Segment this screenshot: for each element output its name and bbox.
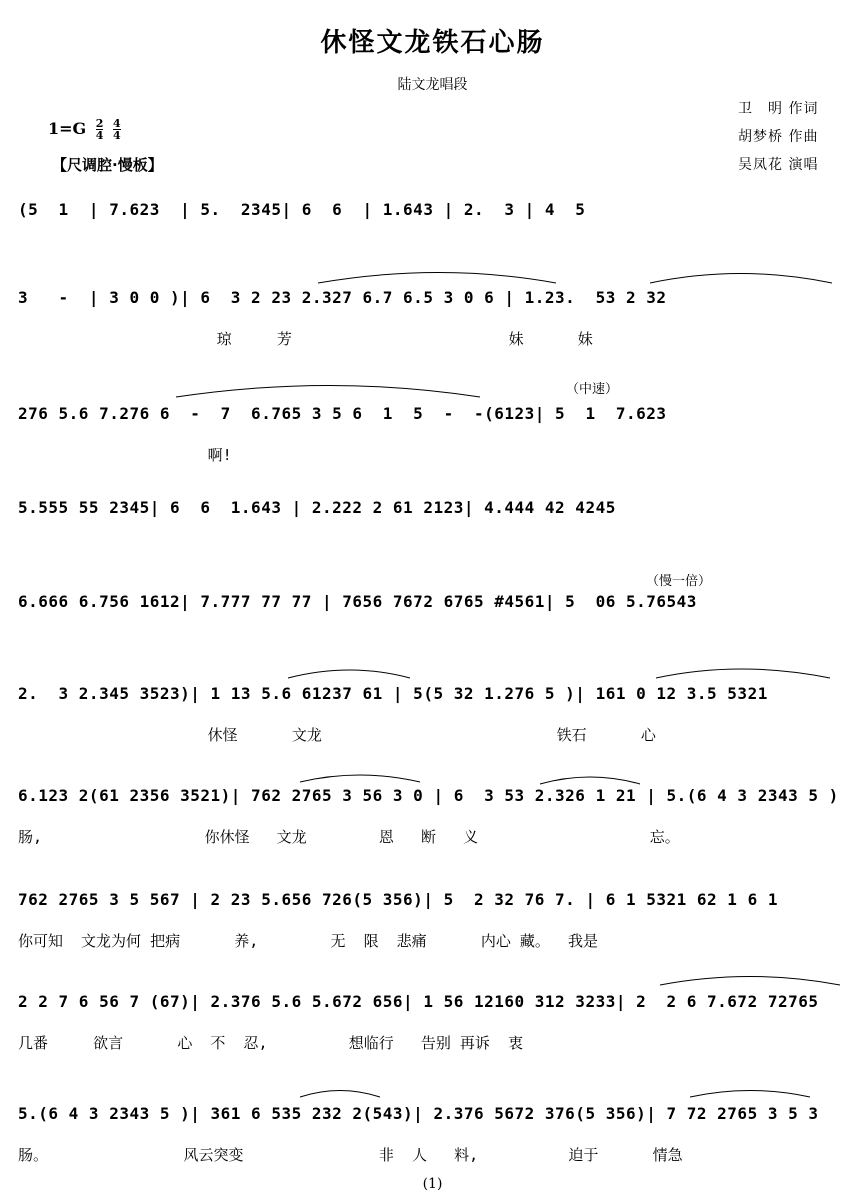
slur-arc — [540, 777, 640, 784]
slur-arc — [656, 669, 830, 678]
key-label: 1=G — [48, 119, 87, 138]
slur-arc — [318, 273, 556, 284]
notation-line: 2. 3 2.345 3523)| 1 13 5.6 61237 61 | 5(5 32 1.276 5 )| 161 0 12 3.5 5321 — [18, 684, 768, 703]
lyrics-line: 琼 芳 妹 妹 — [18, 330, 593, 348]
lyrics-line: 你可知 文龙为何 把病 养, 无 限 悲痛 内心 藏。 我是 — [18, 932, 598, 950]
tempo-change-zhongsu: （中速） — [566, 382, 619, 397]
lyrics-line: 休怪 文龙 铁石 心 — [18, 726, 656, 744]
credit-composer: 胡梦桥 作曲 — [738, 129, 819, 145]
page-number: (1) — [422, 1176, 443, 1192]
slur-arc — [300, 775, 420, 782]
notation-line: 2 2 7 6 56 7 (67)| 2.376 5.6 5.672 656| 1 56 12160 312 3233| 2 2 6 7.672 72765 — [18, 992, 819, 1011]
meter-a: $\frac{2}{4}$ — [95, 117, 104, 142]
credit-lyricist: 卫 明 作词 — [738, 101, 819, 117]
slur-arc — [660, 977, 840, 986]
lyrics-line: 肠。 风云突变 非 人 料, 迫于 情急 — [18, 1146, 683, 1164]
slur-arc — [300, 1091, 380, 1098]
page-subtitle: 陆文龙唱段 — [397, 77, 468, 93]
meter-b: $\frac{4}{4}$ — [113, 117, 121, 142]
notation-line: 5.(6 4 3 2343 5 )| 361 6 535 232 2(543)| 2.376 5672 376(5 356)| 7 72 2765 3 5 3 — [18, 1104, 819, 1123]
credit-singer: 吴凤花 演唱 — [738, 157, 819, 173]
lyrics-line: 几番 欲言 心 不 忍, 想临行 告别 再诉 衷 — [18, 1034, 523, 1052]
notation-line: 276 5.6 7.276 6 - 7 6.765 3 5 6 1 5 - -(6123| 5 1 7.623 — [18, 404, 667, 423]
notation-line: (5 1 | 7.623 | 5. 2345| 6 6 | 1.643 | 2. 3 | 4 5 — [18, 200, 586, 219]
notation-line: 762 2765 3 5 567 | 2 23 5.656 726(5 356)| 5 2 32 76 7. | 6 1 5321 62 1 6 1 — [18, 890, 778, 909]
slur-arc — [650, 274, 832, 284]
lyrics-line: 肠, 你休怪 文龙 恩 断 义 忘。 — [18, 828, 680, 846]
lyrics-line: 啊! — [18, 446, 232, 464]
notation-line: 6.123 2(61 2356 3521)| 762 2765 3 56 3 0 | 6 3 53 2.326 1 21 | 5.(6 4 3 2343 5 ) — [18, 786, 839, 805]
tempo-marking: 【尺调腔·慢板】 — [52, 156, 163, 174]
slur-arc — [288, 670, 410, 678]
notation-line: 5.555 55 2345| 6 6 1.643 | 2.222 2 61 2123| 4.444 42 4245 — [18, 498, 616, 517]
notation-line: 6.666 6.756 1612| 7.777 77 77 | 7656 7672 6765 #4561| 5 06 5.76543 — [18, 592, 697, 611]
slur-arc — [176, 386, 480, 398]
slur-arc — [690, 1091, 810, 1098]
notation-line: 3 - | 3 0 0 )| 6 3 2 23 2.327 6.7 6.5 3 0 6 | 1.23. 53 2 32 — [18, 288, 667, 307]
page-title: 休怪文龙铁石心肠 — [320, 28, 545, 58]
tempo-change-manyibei: （慢一倍） — [646, 574, 712, 589]
